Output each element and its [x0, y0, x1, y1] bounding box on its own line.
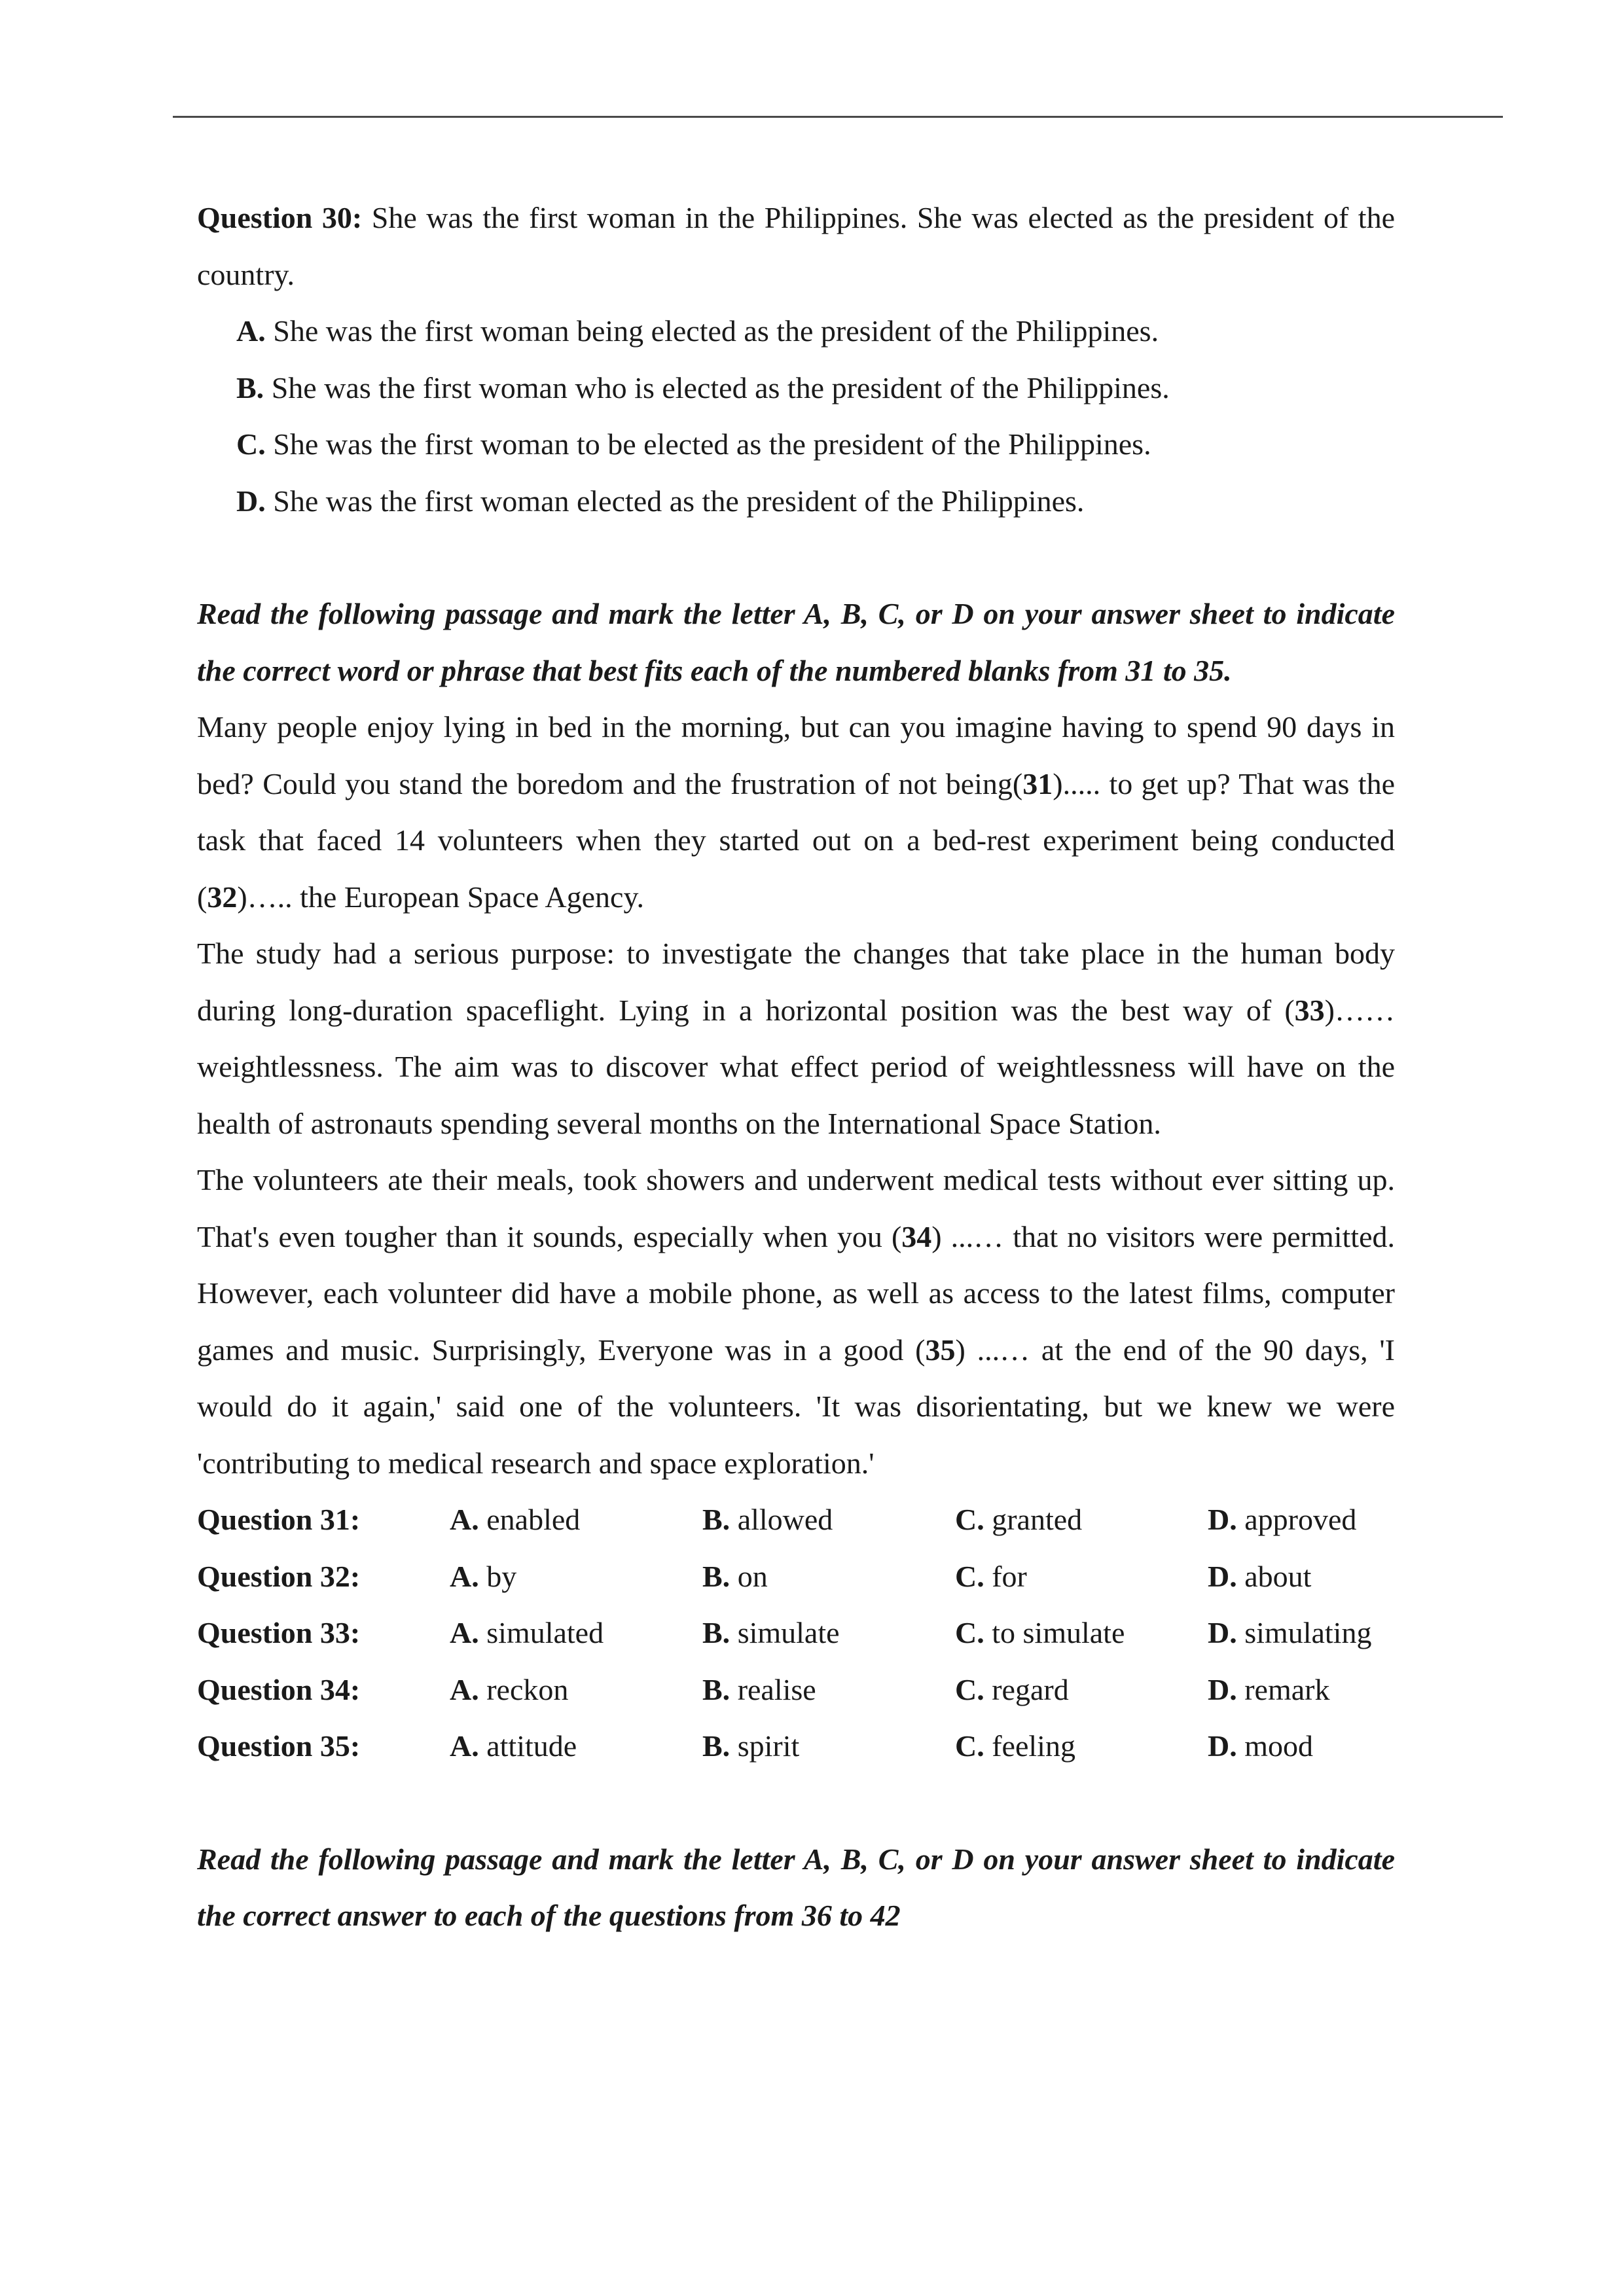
option-a	[450, 1605, 702, 1662]
option-text: feeling	[984, 1729, 1075, 1763]
option-text: simulating	[1236, 1616, 1372, 1649]
question-label: Question 33:	[197, 1616, 361, 1649]
option-d	[1208, 1492, 1356, 1549]
passage-paragraph-1	[197, 699, 1395, 925]
question-label: Question 35:	[197, 1729, 361, 1763]
option-letter: B.	[702, 1559, 731, 1593]
question-label: Question 31:	[197, 1503, 361, 1536]
blank-number-32: 32	[207, 880, 238, 914]
option-text: to simulate	[984, 1616, 1125, 1649]
option-letter: A.	[236, 314, 266, 348]
option-b	[702, 1492, 955, 1549]
question-label: Question 32:	[197, 1559, 361, 1593]
question-30-option-b	[197, 360, 1395, 417]
blank-number-31: 31	[1022, 766, 1053, 800]
option-c	[955, 1605, 1208, 1662]
option-text: remark	[1236, 1672, 1330, 1706]
option-d	[1208, 1605, 1371, 1662]
blank-number-33: 33	[1294, 993, 1325, 1027]
option-text: by	[478, 1559, 517, 1593]
question-30-stem	[197, 190, 1395, 303]
spacer	[197, 1775, 1395, 1831]
question-30-label: Question 30:	[197, 201, 363, 234]
passage-text: ) ...… that no visitors were permitted. However, each volunteer did have a mobile phone, as well as access to the latest films, computer games and music. Surprisingly, Everyone was in a good (	[197, 1219, 1396, 1367]
option-letter: B.	[702, 1503, 731, 1536]
passage-paragraph-2	[197, 925, 1395, 1152]
option-text: mood	[1236, 1729, 1314, 1763]
page-content	[197, 190, 1395, 1945]
option-text: attitude	[478, 1729, 577, 1763]
blank-number-34: 34	[901, 1219, 932, 1253]
option-text: regard	[984, 1672, 1069, 1706]
option-d	[1208, 1662, 1330, 1719]
blank-number-35: 35	[925, 1333, 956, 1367]
option-letter: B.	[236, 370, 264, 404]
option-a	[450, 1492, 702, 1549]
option-text: spirit	[730, 1729, 800, 1763]
option-letter: D.	[1208, 1503, 1237, 1536]
option-letter: D.	[236, 484, 266, 518]
option-c	[955, 1662, 1208, 1719]
option-letter: D.	[1208, 1616, 1237, 1649]
option-letter: C.	[955, 1729, 984, 1763]
question-33-row	[197, 1605, 1395, 1662]
option-c	[955, 1492, 1208, 1549]
option-a	[450, 1718, 702, 1775]
option-b	[702, 1718, 955, 1775]
option-letter: C.	[955, 1503, 984, 1536]
option-letter: C.	[955, 1616, 984, 1649]
option-text: She was the first woman being elected as the president of the Philippines.	[265, 314, 1159, 348]
option-letter: B.	[702, 1729, 731, 1763]
option-text: She was the first woman to be elected as the president of the Philippines.	[265, 427, 1151, 461]
option-letter: A.	[450, 1503, 479, 1536]
question-label: Question 34:	[197, 1672, 361, 1706]
option-letter: D.	[1208, 1559, 1237, 1593]
option-b	[702, 1605, 955, 1662]
header-rule	[173, 116, 1503, 118]
option-a	[450, 1549, 702, 1605]
question-30-option-c	[197, 416, 1395, 473]
option-letter: A.	[450, 1729, 479, 1763]
passage-text: Many people enjoy lying in bed in the morning, but can you imagine having to spend 90 days in bed? Could you stand the boredom and the frustration of not being(	[197, 710, 1395, 800]
passage-text: )…… weightlessness. The aim was to discover what effect period of weightlessness will have on the health of astronauts spending several months on the International Space Station.	[197, 993, 1395, 1140]
instruction-36-42: Read the following passage and mark the letter A, B, C, or D on your answer sheet to indicate the correct answer to each of the questions from 36 to 42	[197, 1842, 1395, 1932]
option-text: approved	[1236, 1503, 1357, 1536]
spacer	[197, 529, 1395, 586]
option-letter: A.	[450, 1672, 479, 1706]
option-letter: D.	[1208, 1729, 1237, 1763]
option-letter: D.	[1208, 1672, 1237, 1706]
option-a	[450, 1662, 702, 1719]
passage-text: )….. the European Space Agency.	[237, 880, 644, 914]
option-text: enabled	[478, 1503, 581, 1536]
question-31-row	[197, 1492, 1395, 1549]
option-letter: A.	[450, 1616, 479, 1649]
option-text: for	[984, 1559, 1027, 1593]
passage-text: )..... to get up? That was the task that faced 14 volunteers when they started out on a bed-rest experiment being conducted (	[197, 766, 1396, 914]
option-text: She was the first woman who is elected as the president of the Philippines.	[264, 370, 1170, 404]
option-letter: B.	[702, 1672, 731, 1706]
question-30-option-a	[197, 303, 1395, 360]
option-text: allowed	[730, 1503, 833, 1536]
option-b	[702, 1662, 955, 1719]
question-35-row	[197, 1718, 1395, 1775]
question-32-row	[197, 1549, 1395, 1605]
option-text: realise	[730, 1672, 816, 1706]
option-text: granted	[984, 1503, 1083, 1536]
option-letter: C.	[236, 427, 266, 461]
question-30-option-d	[197, 473, 1395, 530]
option-c	[955, 1549, 1208, 1605]
option-letter: B.	[702, 1616, 731, 1649]
option-d	[1208, 1549, 1311, 1605]
instruction-31-35: Read the following passage and mark the letter A, B, C, or D on your answer sheet to indicate the correct word or phrase that best fits each of the numbered blanks from 31 to 35.	[197, 597, 1395, 687]
option-b	[702, 1549, 955, 1605]
option-text: simulate	[730, 1616, 840, 1649]
question-34-row	[197, 1662, 1395, 1719]
option-letter: A.	[450, 1559, 479, 1593]
option-text: about	[1236, 1559, 1312, 1593]
option-text: simulated	[478, 1616, 604, 1649]
option-d	[1208, 1718, 1313, 1775]
option-c	[955, 1718, 1208, 1775]
passage-paragraph-3	[197, 1152, 1395, 1492]
option-text: She was the first woman elected as the president of the Philippines.	[265, 484, 1085, 518]
option-text: reckon	[478, 1672, 569, 1706]
passage-text: The study had a serious purpose: to investigate the changes that take place in the human body during long-duration spaceflight. Lying in a horizontal position was the best way of (	[197, 937, 1395, 1027]
question-30-text: She was the first woman in the Philippines. She was elected as the president of the country.	[197, 201, 1396, 291]
option-text: on	[730, 1559, 768, 1593]
passage-text: ) ...… at the end of the 90 days, 'I would do it again,' said one of the volunteers. 'It was disorientating, but we knew we were 'contributing to medical research and space exploration.'	[197, 1333, 1396, 1480]
option-letter: C.	[955, 1559, 984, 1593]
passage-text: The volunteers ate their meals, took showers and underwent medical tests without ever sitting up. That's even tougher than it sounds, especially when you (	[197, 1163, 1395, 1253]
option-letter: C.	[955, 1672, 984, 1706]
